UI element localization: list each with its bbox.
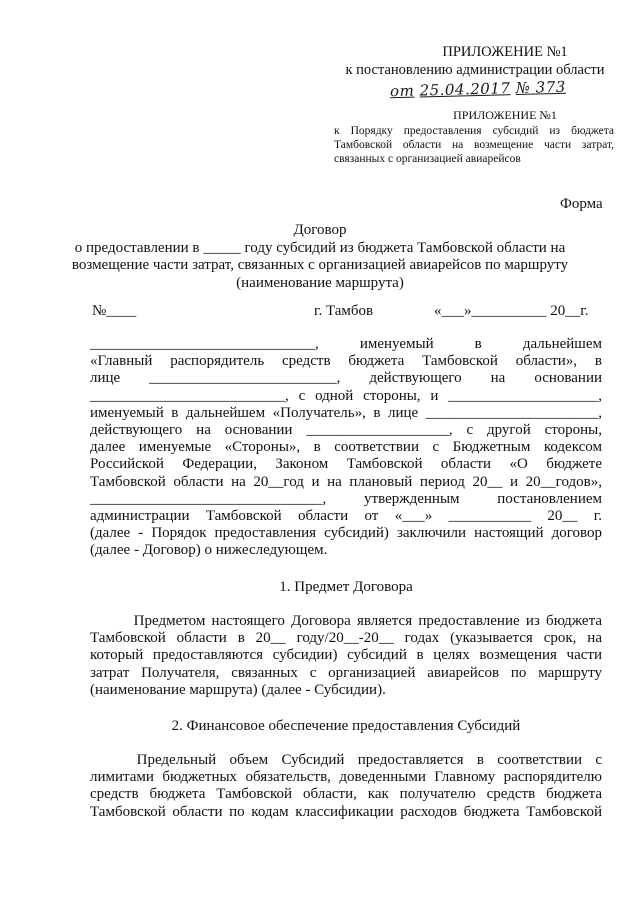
- section2-paragraph: [90, 752, 602, 821]
- number-city-date-row: [92, 303, 602, 321]
- paragraph-line: Российской Федерации, Законом Тамбовской области «О бюджете: [90, 456, 602, 473]
- form-label: Форма: [560, 196, 603, 212]
- handwritten-prefix: от: [389, 81, 415, 101]
- paragraph-line: действующего на основании ___________________, с другой стороны,: [90, 421, 602, 438]
- paragraph-line: который предоставляются субсидии) субсидий в целях возмещения части: [90, 647, 602, 664]
- appendix2-title: ПРИЛОЖЕНИЕ №1: [453, 108, 557, 122]
- paragraph-line: Тамбовской области в 20__ году/20__-20__ годах (указывается срок, на: [90, 630, 602, 647]
- section1-heading: 1. Предмет Договора: [279, 579, 413, 595]
- paragraph-line: _______________________________, утвержденным постановлением: [90, 490, 602, 507]
- paragraph-line: Предметом настоящего Договора является предоставление из бюджета: [90, 613, 602, 629]
- document-title-line: о предоставлении в _____ году субсидий из бюджета Тамбовской области на: [74, 239, 566, 256]
- section2-heading: 2. Финансовое обеспечение предоставления Субсидий: [171, 718, 521, 734]
- contract-city: г. Тамбов: [314, 303, 374, 319]
- appendix1-title: ПРИЛОЖЕНИЕ №1: [442, 44, 568, 60]
- paragraph-line: именуемый в дальнейшем «Получатель», в лице _______________________,: [90, 404, 602, 421]
- paragraph-line: затрат Получателя, связанных с организацией авиарейсов по маршруту: [90, 664, 602, 681]
- paragraph-line: администрации Тамбовской области от «___» ___________ 20__ г.: [90, 507, 602, 524]
- paragraph-line: лице _________________________, действующего на основании: [90, 370, 602, 387]
- document-title-line: возмещение части затрат, связанных с организацией авиарейсов по маршруту: [71, 257, 569, 273]
- appendix1-text: к постановлению администрации области: [345, 62, 605, 78]
- paragraph-line: (далее - Договор) о нижеследующем.: [90, 542, 328, 559]
- paragraph-line: лимитами бюджетных обязательств, доведенными Главному распорядителю: [90, 769, 602, 786]
- paragraph-line: Тамбовской области по кодам классификации расходов бюджета Тамбовской: [90, 803, 602, 820]
- intro-paragraph: [90, 336, 602, 559]
- paragraph-line: __________________________, с одной стороны, и ____________________,: [90, 387, 602, 404]
- paragraph-line: ______________________________, именуемый в дальнейшем: [90, 336, 602, 352]
- appendix2-line: связанных с организацией авиарейсов: [334, 153, 521, 165]
- paragraph-line: (наименование маршрута) (далее - Субсидии).: [90, 681, 386, 698]
- paragraph-line: «Главный распорядитель средств бюджета Тамбовской области», в: [90, 353, 602, 370]
- section1-paragraph: [90, 613, 602, 699]
- handwritten-number: № 373: [515, 77, 567, 98]
- contract-date: «___»__________ 20__г.: [434, 303, 589, 319]
- paragraph-line: Тамбовской области на 20__год и на плановый период 20__ и 20__годов»,: [90, 473, 602, 490]
- appendix2-text: [334, 124, 614, 166]
- appendix2-line: Тамбовской области на возмещение части затрат,: [334, 139, 614, 151]
- handwritten-resolution: [390, 78, 566, 101]
- document-title-line: Договор: [293, 222, 347, 238]
- handwritten-date: 25.04.2017: [419, 79, 511, 100]
- paragraph-line: (далее - Порядок предоставления субсидий) заключили настоящий договор: [90, 525, 602, 542]
- paragraph-line: далее именуемые «Стороны», в соответствии с Бюджетным кодексом: [90, 439, 602, 456]
- appendix2-line: к Порядку предоставления субсидий из бюджета: [334, 125, 614, 137]
- document-title-line: (наименование маршрута): [236, 274, 404, 291]
- paragraph-line: средств бюджета Тамбовской области, как получателю средств бюджета: [90, 786, 602, 803]
- document-title: [60, 222, 580, 292]
- paragraph-line: Предельный объем Субсидий предоставляется в соответствии с: [90, 752, 602, 768]
- contract-number: №____: [92, 303, 137, 319]
